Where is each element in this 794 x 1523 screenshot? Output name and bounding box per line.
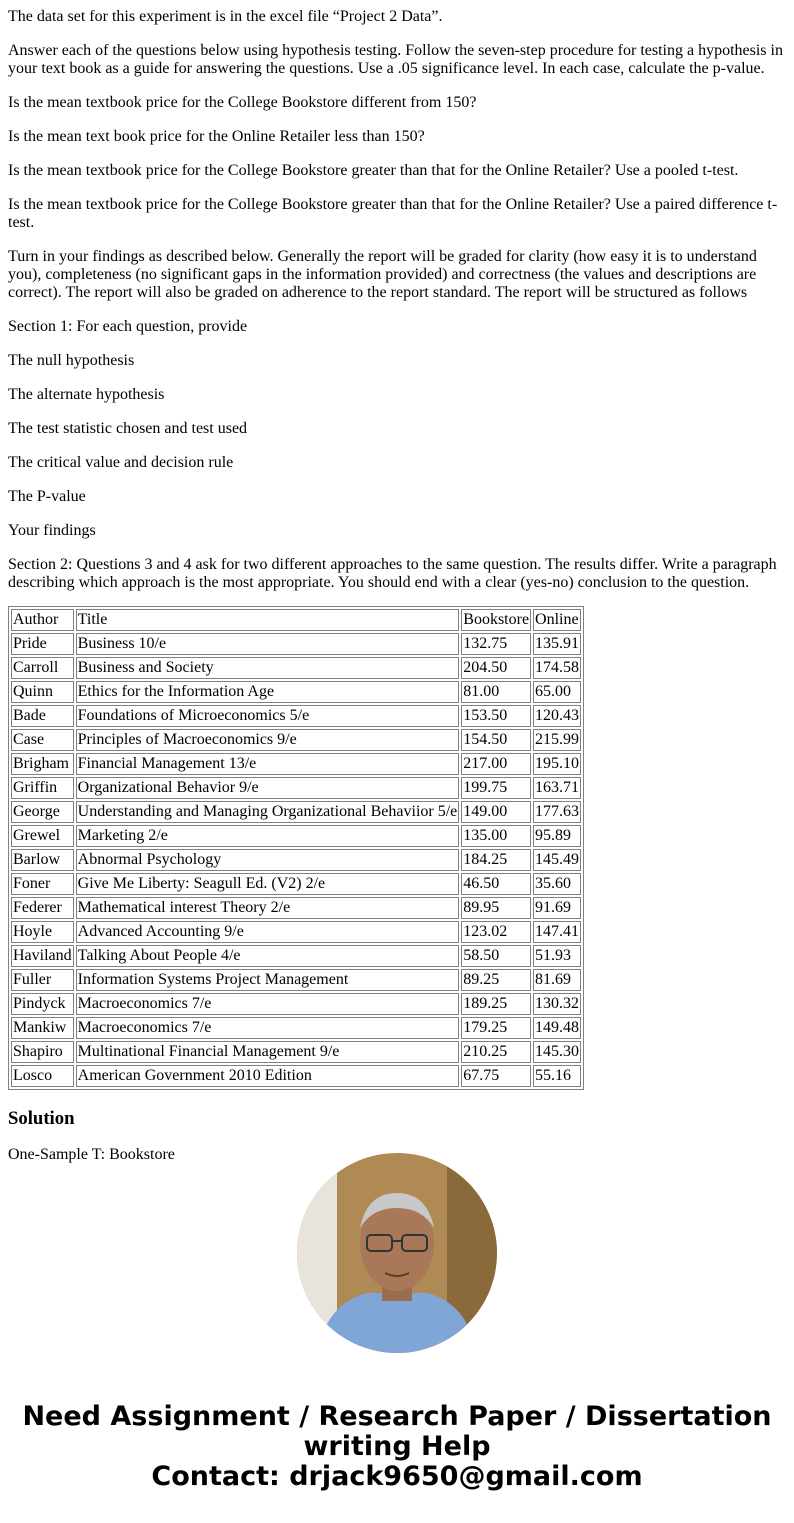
table-cell: Principles of Macroeconomics 9/e — [76, 729, 460, 751]
table-cell: 217.00 — [461, 753, 531, 775]
paragraph: Answer each of the questions below using hypothesis testing. Follow the seven-step procedure for testing a hypothesis in your text book as a guide for answering the questions. Use a .05 significance level. In each case, calculate the p-value. — [8, 42, 783, 77]
table-cell: Mathematical interest Theory 2/e — [76, 897, 460, 919]
table-cell: 89.25 — [461, 969, 531, 991]
table-cell: Organizational Behavior 9/e — [76, 777, 460, 799]
table-row — [11, 777, 581, 799]
table-cell: Talking About People 4/e — [76, 945, 460, 967]
avatar — [297, 1153, 497, 1353]
table-cell: 65.00 — [533, 681, 581, 703]
table-cell: Understanding and Managing Organizational Behaviior 5/e — [76, 801, 460, 823]
table-cell: 132.75 — [461, 633, 531, 655]
table-row — [11, 897, 581, 919]
table-cell: 184.25 — [461, 849, 531, 871]
table-cell: 135.91 — [533, 633, 581, 655]
table-cell: 179.25 — [461, 1017, 531, 1039]
table-cell: 189.25 — [461, 993, 531, 1015]
table-row — [11, 1017, 581, 1039]
table-cell: Haviland — [11, 945, 74, 967]
table-row — [11, 993, 581, 1015]
paragraph: Is the mean textbook price for the College Bookstore greater than that for the Online Retailer? Use a paired difference t-test. — [8, 196, 778, 231]
table-row — [11, 705, 581, 727]
table-cell: Griffin — [11, 777, 74, 799]
table-cell: American Government 2010 Edition — [76, 1065, 460, 1087]
table-cell: 163.71 — [533, 777, 581, 799]
table-cell: Pride — [11, 633, 74, 655]
table-cell: 130.32 — [533, 993, 581, 1015]
table-cell: Financial Management 13/e — [76, 753, 460, 775]
table-cell: Foundations of Microeconomics 5/e — [76, 705, 460, 727]
table-cell: 81.00 — [461, 681, 531, 703]
paragraph: Is the mean textbook price for the College Bookstore different from 150? — [8, 94, 477, 111]
paragraph: Turn in your findings as described below. Generally the report will be graded for clarity (how easy it is to understand you), completeness (no significant gaps in the information provided) and correctness (the values and descriptions are correct). The report will also be graded on adherence to the report standard. The report will be structured as follows — [8, 248, 757, 301]
table-row — [11, 801, 581, 823]
table-cell: 145.49 — [533, 849, 581, 871]
table-cell: 154.50 — [461, 729, 531, 751]
table-cell: 58.50 — [461, 945, 531, 967]
solution-text: One-Sample T: Bookstore — [8, 1146, 175, 1163]
table-row — [11, 1041, 581, 1063]
table-cell: 177.63 — [533, 801, 581, 823]
paragraph: The test statistic chosen and test used — [8, 420, 248, 437]
table-cell: 149.00 — [461, 801, 531, 823]
table-cell: 199.75 — [461, 777, 531, 799]
table-cell: 51.93 — [533, 945, 581, 967]
table-cell: Shapiro — [11, 1041, 74, 1063]
table-cell: Advanced Accounting 9/e — [76, 921, 460, 943]
promo-banner — [0, 1402, 794, 1492]
paragraph: Section 2: Questions 3 and 4 ask for two different approaches to the same question. The results differ. Write a paragraph describing which approach is the most appropriate. You should end with a clear (yes-no) conclusion to the question. — [8, 556, 777, 591]
table-cell: 174.58 — [533, 657, 581, 679]
table-cell: 145.30 — [533, 1041, 581, 1063]
table-header-row — [11, 609, 581, 631]
table-row — [11, 753, 581, 775]
table-cell: 123.02 — [461, 921, 531, 943]
table-cell: 89.95 — [461, 897, 531, 919]
table-cell: 81.69 — [533, 969, 581, 991]
table-row — [11, 657, 581, 679]
table-cell: Business and Society — [76, 657, 460, 679]
table-row — [11, 729, 581, 751]
table-cell: Federer — [11, 897, 74, 919]
table-row — [11, 873, 581, 895]
table-cell: Barlow — [11, 849, 74, 871]
table-cell: 35.60 — [533, 873, 581, 895]
table-cell: Information Systems Project Management — [76, 969, 460, 991]
table-cell: 46.50 — [461, 873, 531, 895]
table-cell: 195.10 — [533, 753, 581, 775]
paragraph: The critical value and decision rule — [8, 454, 234, 471]
promo-line-1: Need Assignment / Research Paper / Dissertation writing Help — [22, 1401, 772, 1462]
table-cell: Multinational Financial Management 9/e — [76, 1041, 460, 1063]
table-cell: George — [11, 801, 74, 823]
column-header: Online — [533, 609, 581, 631]
table-cell: Bade — [11, 705, 74, 727]
table-row — [11, 849, 581, 871]
table-cell: Macroeconomics 7/e — [76, 1017, 460, 1039]
table-cell: Case — [11, 729, 74, 751]
table-cell: 149.48 — [533, 1017, 581, 1039]
table-row — [11, 969, 581, 991]
paragraph: The P-value — [8, 488, 86, 505]
document-content — [8, 0, 786, 1164]
table-cell: 91.69 — [533, 897, 581, 919]
table-cell: Pindyck — [11, 993, 74, 1015]
table-cell: Brigham — [11, 753, 74, 775]
table-cell: Quinn — [11, 681, 74, 703]
textbook-price-table — [8, 606, 584, 1090]
table-cell: Marketing 2/e — [76, 825, 460, 847]
table-cell: Mankiw — [11, 1017, 74, 1039]
paragraph: The null hypothesis — [8, 352, 135, 369]
table-row — [11, 921, 581, 943]
column-header: Author — [11, 609, 74, 631]
table-cell: Abnormal Psychology — [76, 849, 460, 871]
table-row — [11, 681, 581, 703]
paragraph: Section 1: For each question, provide — [8, 318, 248, 335]
table-cell: 204.50 — [461, 657, 531, 679]
table-cell: 55.16 — [533, 1065, 581, 1087]
table-row — [11, 945, 581, 967]
table-cell: Fuller — [11, 969, 74, 991]
paragraph: Is the mean text book price for the Online Retailer less than 150? — [8, 128, 425, 145]
table-row — [11, 825, 581, 847]
table-cell: Macroeconomics 7/e — [76, 993, 460, 1015]
table-cell: Carroll — [11, 657, 74, 679]
table-cell: 215.99 — [533, 729, 581, 751]
solution-heading: Solution — [8, 1108, 75, 1129]
table-cell: 135.00 — [461, 825, 531, 847]
column-header: Bookstore — [461, 609, 531, 631]
table-cell: Business 10/e — [76, 633, 460, 655]
table-cell: Ethics for the Information Age — [76, 681, 460, 703]
table-row — [11, 633, 581, 655]
table-cell: Foner — [11, 873, 74, 895]
table-cell: 210.25 — [461, 1041, 531, 1063]
table-cell: 95.89 — [533, 825, 581, 847]
table-cell: 67.75 — [461, 1065, 531, 1087]
paragraph: The alternate hypothesis — [8, 386, 165, 403]
table-row — [11, 1065, 581, 1087]
table-cell: 147.41 — [533, 921, 581, 943]
column-header: Title — [76, 609, 460, 631]
paragraph: The data set for this experiment is in the excel file “Project 2 Data”. — [8, 8, 443, 25]
promo-contact: Contact: drjack9650@gmail.com — [151, 1461, 643, 1492]
paragraph: Your findings — [8, 522, 96, 539]
table-cell: Give Me Liberty: Seagull Ed. (V2) 2/e — [76, 873, 460, 895]
paragraph: Is the mean textbook price for the College Bookstore greater than that for the Online Retailer? Use a pooled t-test. — [8, 162, 739, 179]
table-cell: Hoyle — [11, 921, 74, 943]
table-cell: Losco — [11, 1065, 74, 1087]
table-cell: 153.50 — [461, 705, 531, 727]
table-cell: Grewel — [11, 825, 74, 847]
table-cell: 120.43 — [533, 705, 581, 727]
